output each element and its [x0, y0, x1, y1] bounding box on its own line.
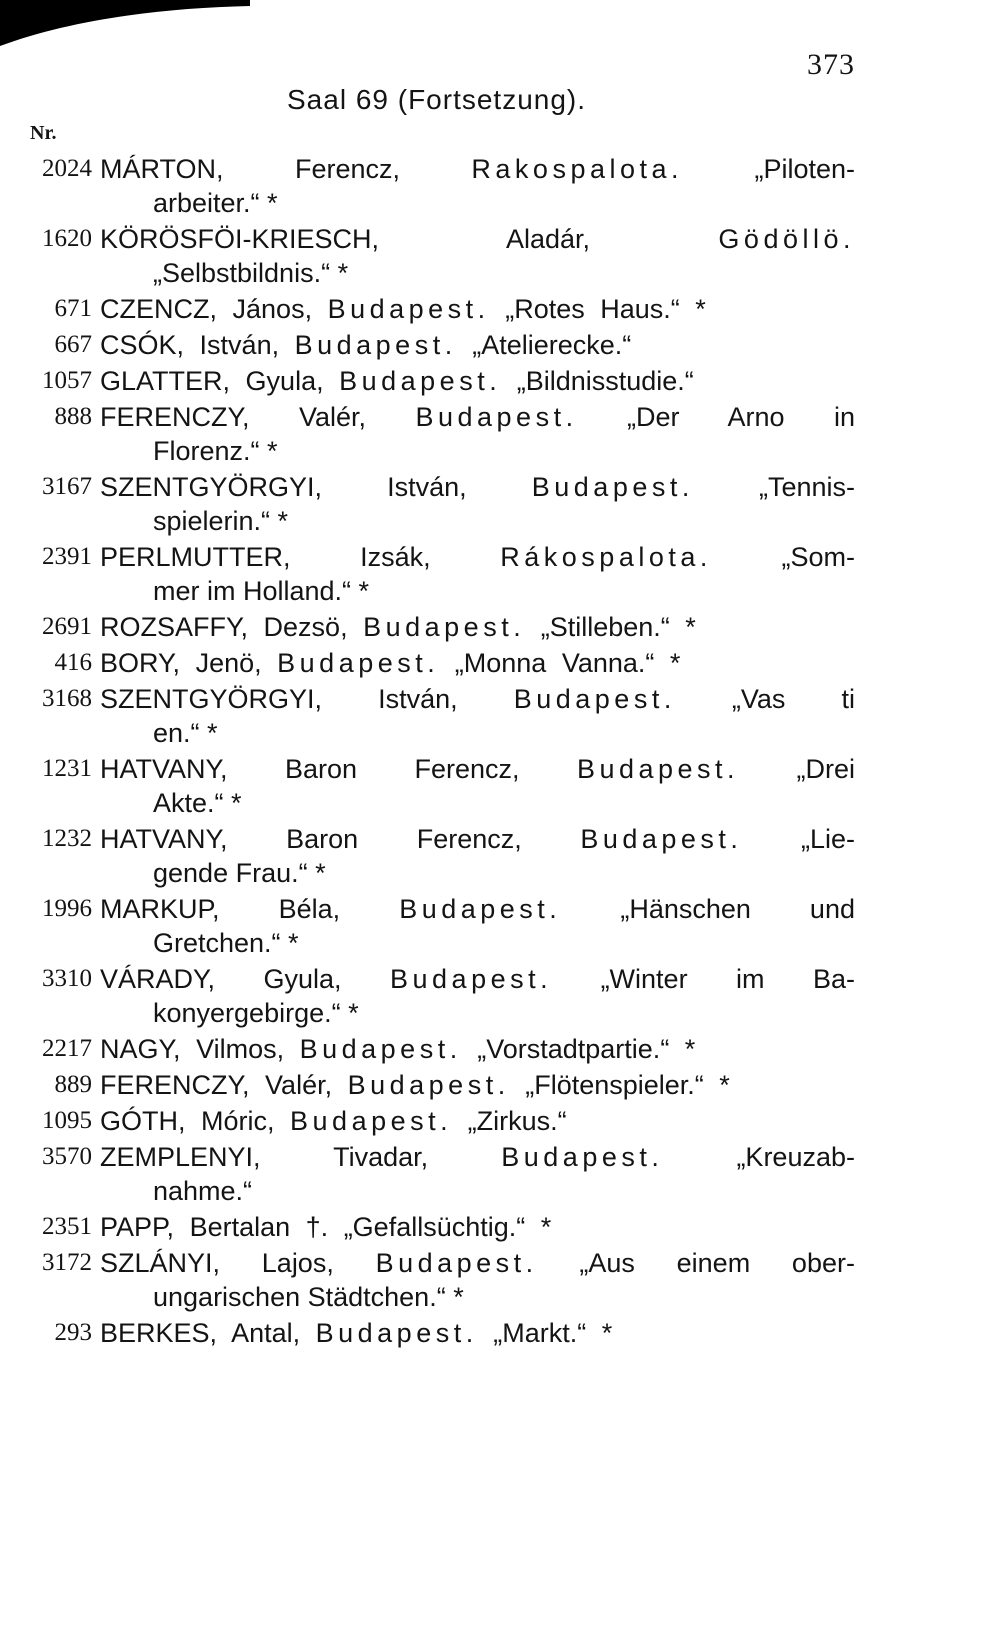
artwork-title: „Drei [796, 754, 855, 784]
artist-name: BORY, [100, 648, 181, 678]
catalogue-entry [0, 1246, 1000, 1316]
catalogue-entries [0, 152, 1000, 1352]
artwork-title: „Vas ti [731, 684, 855, 714]
artwork-title: „Hänschen und [620, 894, 855, 924]
exhibitor-place: Budapest. [415, 402, 578, 432]
catalogue-entry [0, 152, 1000, 222]
artwork-title: „Bildnisstudie.“ [516, 366, 694, 396]
artwork-title-continuation: Gretchen.“ * [153, 928, 299, 958]
exhibitor-place: Budapest. [390, 964, 553, 994]
catalogue-entry [0, 540, 1000, 610]
artwork-title-continuation: arbeiter.“ * [153, 188, 278, 218]
artist-name: VÁRADY, [100, 964, 216, 994]
artwork-title-continuation: „Selbstbildnis.“ * [153, 258, 349, 288]
exhibitor-place: Budapest. [513, 684, 676, 714]
entry-number: 671 [54, 295, 92, 322]
entry-number: 1057 [42, 367, 92, 394]
artwork-title: „Tennis- [758, 472, 855, 502]
artwork-title: „Stilleben.“ * [540, 612, 696, 642]
artist-first-name: István, [378, 684, 458, 714]
artwork-title-continuation: mer im Holland.“ * [153, 576, 370, 606]
artist-first-name: Izsák, [360, 542, 431, 572]
artist-name: SZENTGYÖRGYI, [100, 684, 323, 714]
exhibitor-place: Budapest. [294, 330, 457, 360]
catalogue-entry [0, 1104, 1000, 1140]
artist-first-name: Tivadar, [333, 1142, 429, 1172]
entry-number: 1620 [42, 225, 92, 252]
artist-name: NAGY, [100, 1034, 181, 1064]
artist-name: KÖRÖSFÖI-KRIESCH, [100, 224, 380, 254]
entry-number: 3172 [42, 1249, 92, 1276]
artwork-title-continuation: konyergebirge.“ * [153, 998, 359, 1028]
entry-number: 3570 [42, 1143, 92, 1170]
exhibitor-place: Budapest. [531, 472, 694, 502]
scan-shadow-corner [0, 0, 250, 60]
catalogue-entry [0, 222, 1000, 292]
entry-number: 3168 [42, 685, 92, 712]
artwork-title: „Gefallsüchtig.“ * [343, 1212, 552, 1242]
artwork-title: „Kreuzab- [736, 1142, 855, 1172]
running-head: Saal 69 (Fortsetzung). [287, 84, 587, 115]
artist-first-name: Lajos, [261, 1248, 334, 1278]
artwork-title-continuation: Florenz.“ * [153, 436, 278, 466]
artist-first-name: Gyula, [263, 964, 342, 994]
catalogue-entry [0, 292, 1000, 328]
artwork-title: „Piloten- [754, 154, 855, 184]
artist-name: ROZSAFFY, [100, 612, 249, 642]
exhibitor-place: Rakospalota. [471, 154, 684, 184]
artwork-title: „Vorstadtpartie.“ * [477, 1034, 696, 1064]
artist-name: PERLMUTTER, [100, 542, 291, 572]
exhibitor-place: Budapest. [375, 1248, 538, 1278]
artwork-title: „Zirkus.“ [467, 1106, 567, 1136]
artist-name: CSÓK, [100, 330, 185, 360]
artist-first-name: János, [232, 294, 313, 324]
entry-number: 416 [54, 649, 92, 676]
entry-number: 667 [54, 331, 92, 358]
artwork-title: „Rotes Haus.“ * [505, 294, 706, 324]
catalogue-entry [0, 1316, 1000, 1352]
artist-name: SZLÁNYI, [100, 1248, 221, 1278]
artwork-title-continuation: spielerin.“ * [153, 506, 289, 536]
exhibitor-place: Budapest. [339, 366, 502, 396]
exhibitor-place: Budapest. [501, 1142, 664, 1172]
artist-name: HATVANY, [100, 754, 228, 784]
catalogue-entry [0, 646, 1000, 682]
artist-first-name: Bertalan †. [189, 1212, 329, 1242]
artist-first-name: Baron Ferencz, [284, 754, 520, 784]
entry-number: 3167 [42, 473, 92, 500]
artist-first-name: Baron Ferencz, [286, 824, 522, 854]
artwork-title: „Winter im Ba- [600, 964, 855, 994]
entry-number: 2351 [42, 1213, 92, 1240]
entry-number: 2391 [42, 543, 92, 570]
entry-number: 888 [54, 403, 92, 430]
artist-name: SZENTGYÖRGYI, [100, 472, 323, 502]
catalogue-entry [0, 962, 1000, 1032]
entry-number: 2691 [42, 613, 92, 640]
artist-name: FERENCZY, [100, 1070, 250, 1100]
artist-first-name: Jenö, [195, 648, 262, 678]
artist-first-name: Valér, [298, 402, 367, 432]
artist-first-name: Valér, [265, 1070, 333, 1100]
catalogue-entry [0, 822, 1000, 892]
artist-first-name: István, [387, 472, 467, 502]
artist-name: MÁRTON, [100, 154, 224, 184]
exhibitor-place: Budapest. [327, 294, 490, 324]
exhibitor-place: Gödöllö. [718, 224, 855, 254]
artwork-title-continuation: gende Frau.“ * [153, 858, 326, 888]
entry-number: 1231 [42, 755, 92, 782]
artist-name: GÓTH, [100, 1106, 186, 1136]
artist-name: HATVANY, [100, 824, 228, 854]
entry-number: 293 [54, 1319, 92, 1346]
artist-name: CZENCZ, [100, 294, 217, 324]
artwork-title: „Markt.“ * [493, 1318, 613, 1348]
exhibitor-place: Budapest. [580, 824, 743, 854]
exhibitor-place: Budapest. [277, 648, 440, 678]
catalogue-entry [0, 470, 1000, 540]
exhibitor-place: Budapest. [399, 894, 562, 924]
catalogue-entry [0, 1140, 1000, 1210]
exhibitor-place: Rákospalota. [500, 542, 712, 572]
artist-first-name: Dezsö, [263, 612, 348, 642]
artwork-title-continuation: nahme.“ [153, 1176, 253, 1206]
artwork-title-continuation: en.“ * [153, 718, 218, 748]
entry-number: 2024 [42, 155, 92, 182]
catalogue-entry [0, 682, 1000, 752]
nr-column-label: Nr. [30, 122, 57, 144]
catalogue-entry [0, 1032, 1000, 1068]
catalogue-entry [0, 1068, 1000, 1104]
artist-name: BERKES, [100, 1318, 218, 1348]
artist-name: GLATTER, [100, 366, 231, 396]
artwork-title: „Lie- [800, 824, 855, 854]
catalogue-entry [0, 610, 1000, 646]
artwork-title: „Aus einem ober- [579, 1248, 855, 1278]
page-number: 373 [807, 48, 855, 81]
entry-number: 1232 [42, 825, 92, 852]
artist-name: PAPP, [100, 1212, 175, 1242]
catalogue-entry [0, 400, 1000, 470]
entry-number: 1095 [42, 1107, 92, 1134]
exhibitor-place: Budapest. [315, 1318, 478, 1348]
artist-first-name: Aladár, [505, 224, 591, 254]
entry-number: 1996 [42, 895, 92, 922]
artist-first-name: Móric, [201, 1106, 275, 1136]
exhibitor-place: Budapest. [299, 1034, 462, 1064]
artist-name: ZEMPLENYI, [100, 1142, 261, 1172]
artwork-title: „Monna Vanna.“ * [454, 648, 681, 678]
artist-first-name: Béla, [278, 894, 341, 924]
catalogue-entry [0, 752, 1000, 822]
artwork-title-continuation: Akte.“ * [153, 788, 242, 818]
artwork-title: „Flötenspieler.“ * [525, 1070, 730, 1100]
artwork-title-continuation: ungarischen Städtchen.“ * [153, 1282, 464, 1312]
catalogue-entry [0, 1210, 1000, 1246]
artwork-title: „Atelierecke.“ [472, 330, 632, 360]
catalogue-entry [0, 892, 1000, 962]
artist-name: MARKUP, [100, 894, 220, 924]
exhibitor-place: Budapest. [347, 1070, 510, 1100]
artist-name: FERENCZY, [100, 402, 250, 432]
artwork-title: „Som- [781, 542, 855, 572]
exhibitor-place: Budapest. [363, 612, 526, 642]
artist-first-name: Antal, [231, 1318, 301, 1348]
exhibitor-place: Budapest. [290, 1106, 453, 1136]
artist-first-name: Ferencz, [294, 154, 400, 184]
catalogue-entry [0, 328, 1000, 364]
entry-number: 889 [54, 1071, 92, 1098]
artist-first-name: István, [199, 330, 280, 360]
entry-number: 2217 [42, 1035, 92, 1062]
artist-first-name: Vilmos, [196, 1034, 285, 1064]
artist-first-name: Gyula, [245, 366, 324, 396]
entry-number: 3310 [42, 965, 92, 992]
catalogue-entry [0, 364, 1000, 400]
exhibitor-place: Budapest. [576, 754, 740, 784]
artwork-title: „Der Arno in [627, 402, 855, 432]
